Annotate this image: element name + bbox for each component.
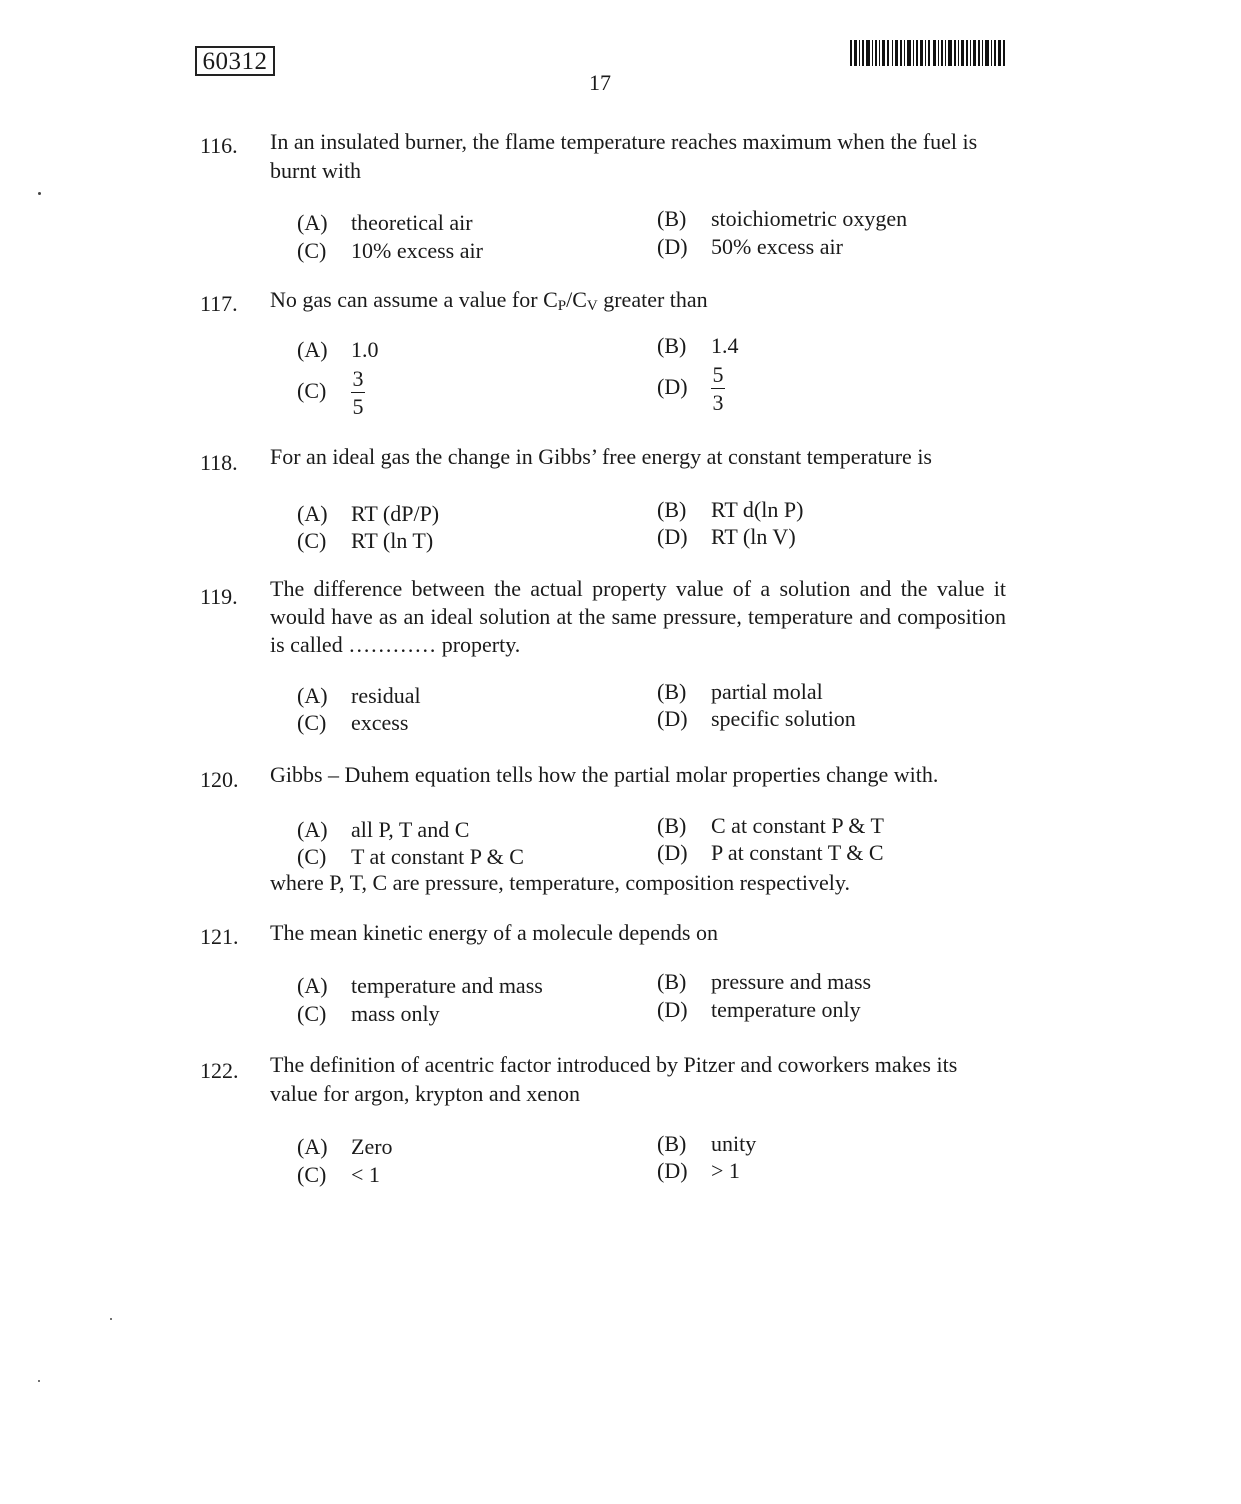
option-label: (D) — [657, 1158, 688, 1183]
option-label: (C) — [297, 238, 327, 263]
option-a — [297, 501, 439, 527]
option-text: excess — [351, 710, 409, 735]
option-label: (B) — [657, 813, 687, 838]
option-label: (A) — [297, 1134, 328, 1159]
question-text: No gas can assume a value for $C_P/C_V$ greater than — [270, 287, 708, 314]
option-d — [657, 706, 856, 732]
option-label: (A) — [297, 501, 328, 526]
barcode-image — [850, 40, 1005, 66]
fraction-three-fifths: $\frac{3}{5}$ — [352, 366, 364, 419]
option-label: (D) — [657, 706, 688, 731]
question-text: The mean kinetic energy of a molecule depends on — [270, 920, 718, 945]
question-number: 121. — [200, 924, 239, 949]
option-b — [657, 969, 871, 995]
option-text: RT (ln T) — [351, 528, 434, 553]
option-text: specific solution — [711, 706, 856, 731]
scan-speck — [110, 1318, 112, 1320]
option-c — [297, 528, 433, 554]
option-text: RT (dP/P) — [351, 501, 440, 526]
option-text: P at constant T & C — [711, 840, 884, 865]
option-d — [657, 997, 861, 1023]
option-label: (D) — [657, 374, 688, 400]
option-b — [657, 497, 803, 523]
question-note: where P, T, C are pressure, temperature, composition respectively. — [270, 870, 850, 895]
option-c — [297, 1162, 380, 1188]
option-b — [657, 333, 739, 359]
option-text: mass only — [351, 1001, 440, 1026]
option-text: residual — [351, 683, 421, 708]
option-label: (A) — [297, 817, 328, 842]
question-text: The difference between the actual property value of a solution and the value it would have as an ideal solution at the same pressure, temperature and composition is called ………… property. — [270, 576, 1006, 657]
option-text: C at constant P & T — [711, 813, 884, 838]
option-label: (D) — [657, 840, 688, 865]
option-label: (B) — [657, 497, 687, 522]
option-label: (B) — [657, 679, 687, 704]
option-d — [657, 840, 884, 866]
option-label: (B) — [657, 333, 687, 358]
option-c — [297, 710, 408, 736]
question-number: 122. — [200, 1058, 239, 1083]
option-a — [297, 683, 421, 709]
option-b — [657, 1131, 756, 1157]
option-label: (A) — [297, 973, 328, 998]
option-label: (C) — [297, 378, 327, 404]
option-text: 1.0 — [351, 337, 379, 362]
option-c — [297, 1001, 440, 1027]
option-a — [297, 973, 543, 999]
option-text: > 1 — [711, 1158, 740, 1183]
option-d — [657, 524, 796, 550]
option-c — [297, 844, 524, 870]
option-text: RT (ln V) — [711, 524, 796, 549]
option-c — [297, 368, 365, 418]
question-text: For an ideal gas the change in Gibbs’ free energy at constant temperature is — [270, 444, 932, 469]
option-text: stoichiometric oxygen — [711, 206, 908, 231]
question-text: In an insulated burner, the flame temperature reaches maximum when the fuel is burnt with — [270, 129, 978, 183]
option-d — [657, 364, 725, 414]
question-number: 118. — [200, 450, 238, 475]
option-text: pressure and mass — [711, 969, 872, 994]
option-text: RT d(ln P) — [711, 497, 804, 522]
option-text: Zero — [351, 1134, 393, 1159]
option-label: (C) — [297, 844, 327, 869]
option-label: (D) — [657, 234, 688, 259]
page-number: 17 — [589, 70, 611, 95]
option-a — [297, 817, 469, 843]
scan-speck — [38, 1380, 40, 1382]
option-label: (B) — [657, 206, 687, 231]
option-text: 1.4 — [711, 333, 739, 358]
option-a — [297, 337, 379, 363]
option-d — [657, 1158, 740, 1184]
option-label: (D) — [657, 524, 688, 549]
option-text: partial molal — [711, 679, 823, 704]
option-label: (A) — [297, 337, 328, 362]
option-a — [297, 210, 473, 236]
question-number: 116. — [200, 133, 238, 158]
question-text: Gibbs – Duhem equation tells how the partial molar properties change with. — [270, 762, 939, 787]
option-text: T at constant P & C — [351, 844, 524, 869]
option-label: (C) — [297, 1162, 327, 1187]
option-text: 50% excess air — [711, 234, 843, 259]
option-label: (A) — [297, 683, 328, 708]
option-text: 10% excess air — [351, 238, 483, 263]
option-text: theoretical air — [351, 210, 473, 235]
fraction-five-thirds: $\frac{5}{3}$ — [712, 362, 724, 415]
option-b — [657, 813, 884, 839]
scan-speck — [38, 192, 41, 195]
option-label: (C) — [297, 1001, 327, 1026]
option-label: (B) — [657, 969, 687, 994]
option-label: (B) — [657, 1131, 687, 1156]
paper-code: 60312 — [195, 46, 275, 76]
option-text: all P, T and C — [351, 817, 470, 842]
option-label: (C) — [297, 710, 327, 735]
option-a — [297, 1134, 393, 1160]
question-number: 120. — [200, 767, 239, 792]
question-number: 119. — [200, 584, 238, 609]
option-text: temperature only — [711, 997, 861, 1022]
option-b — [657, 206, 907, 232]
option-text: < 1 — [351, 1162, 380, 1187]
option-b — [657, 679, 823, 705]
question-number: 117. — [200, 291, 238, 316]
option-label: (D) — [657, 997, 688, 1022]
option-c — [297, 238, 483, 264]
question-text: The definition of acentric factor introduced by Pitzer and coworkers makes its value for argon, krypton and xenon — [270, 1052, 958, 1106]
option-d — [657, 234, 843, 260]
option-text: unity — [711, 1131, 757, 1156]
option-text: temperature and mass — [351, 973, 543, 998]
option-label: (A) — [297, 210, 328, 235]
option-label: (C) — [297, 528, 327, 553]
